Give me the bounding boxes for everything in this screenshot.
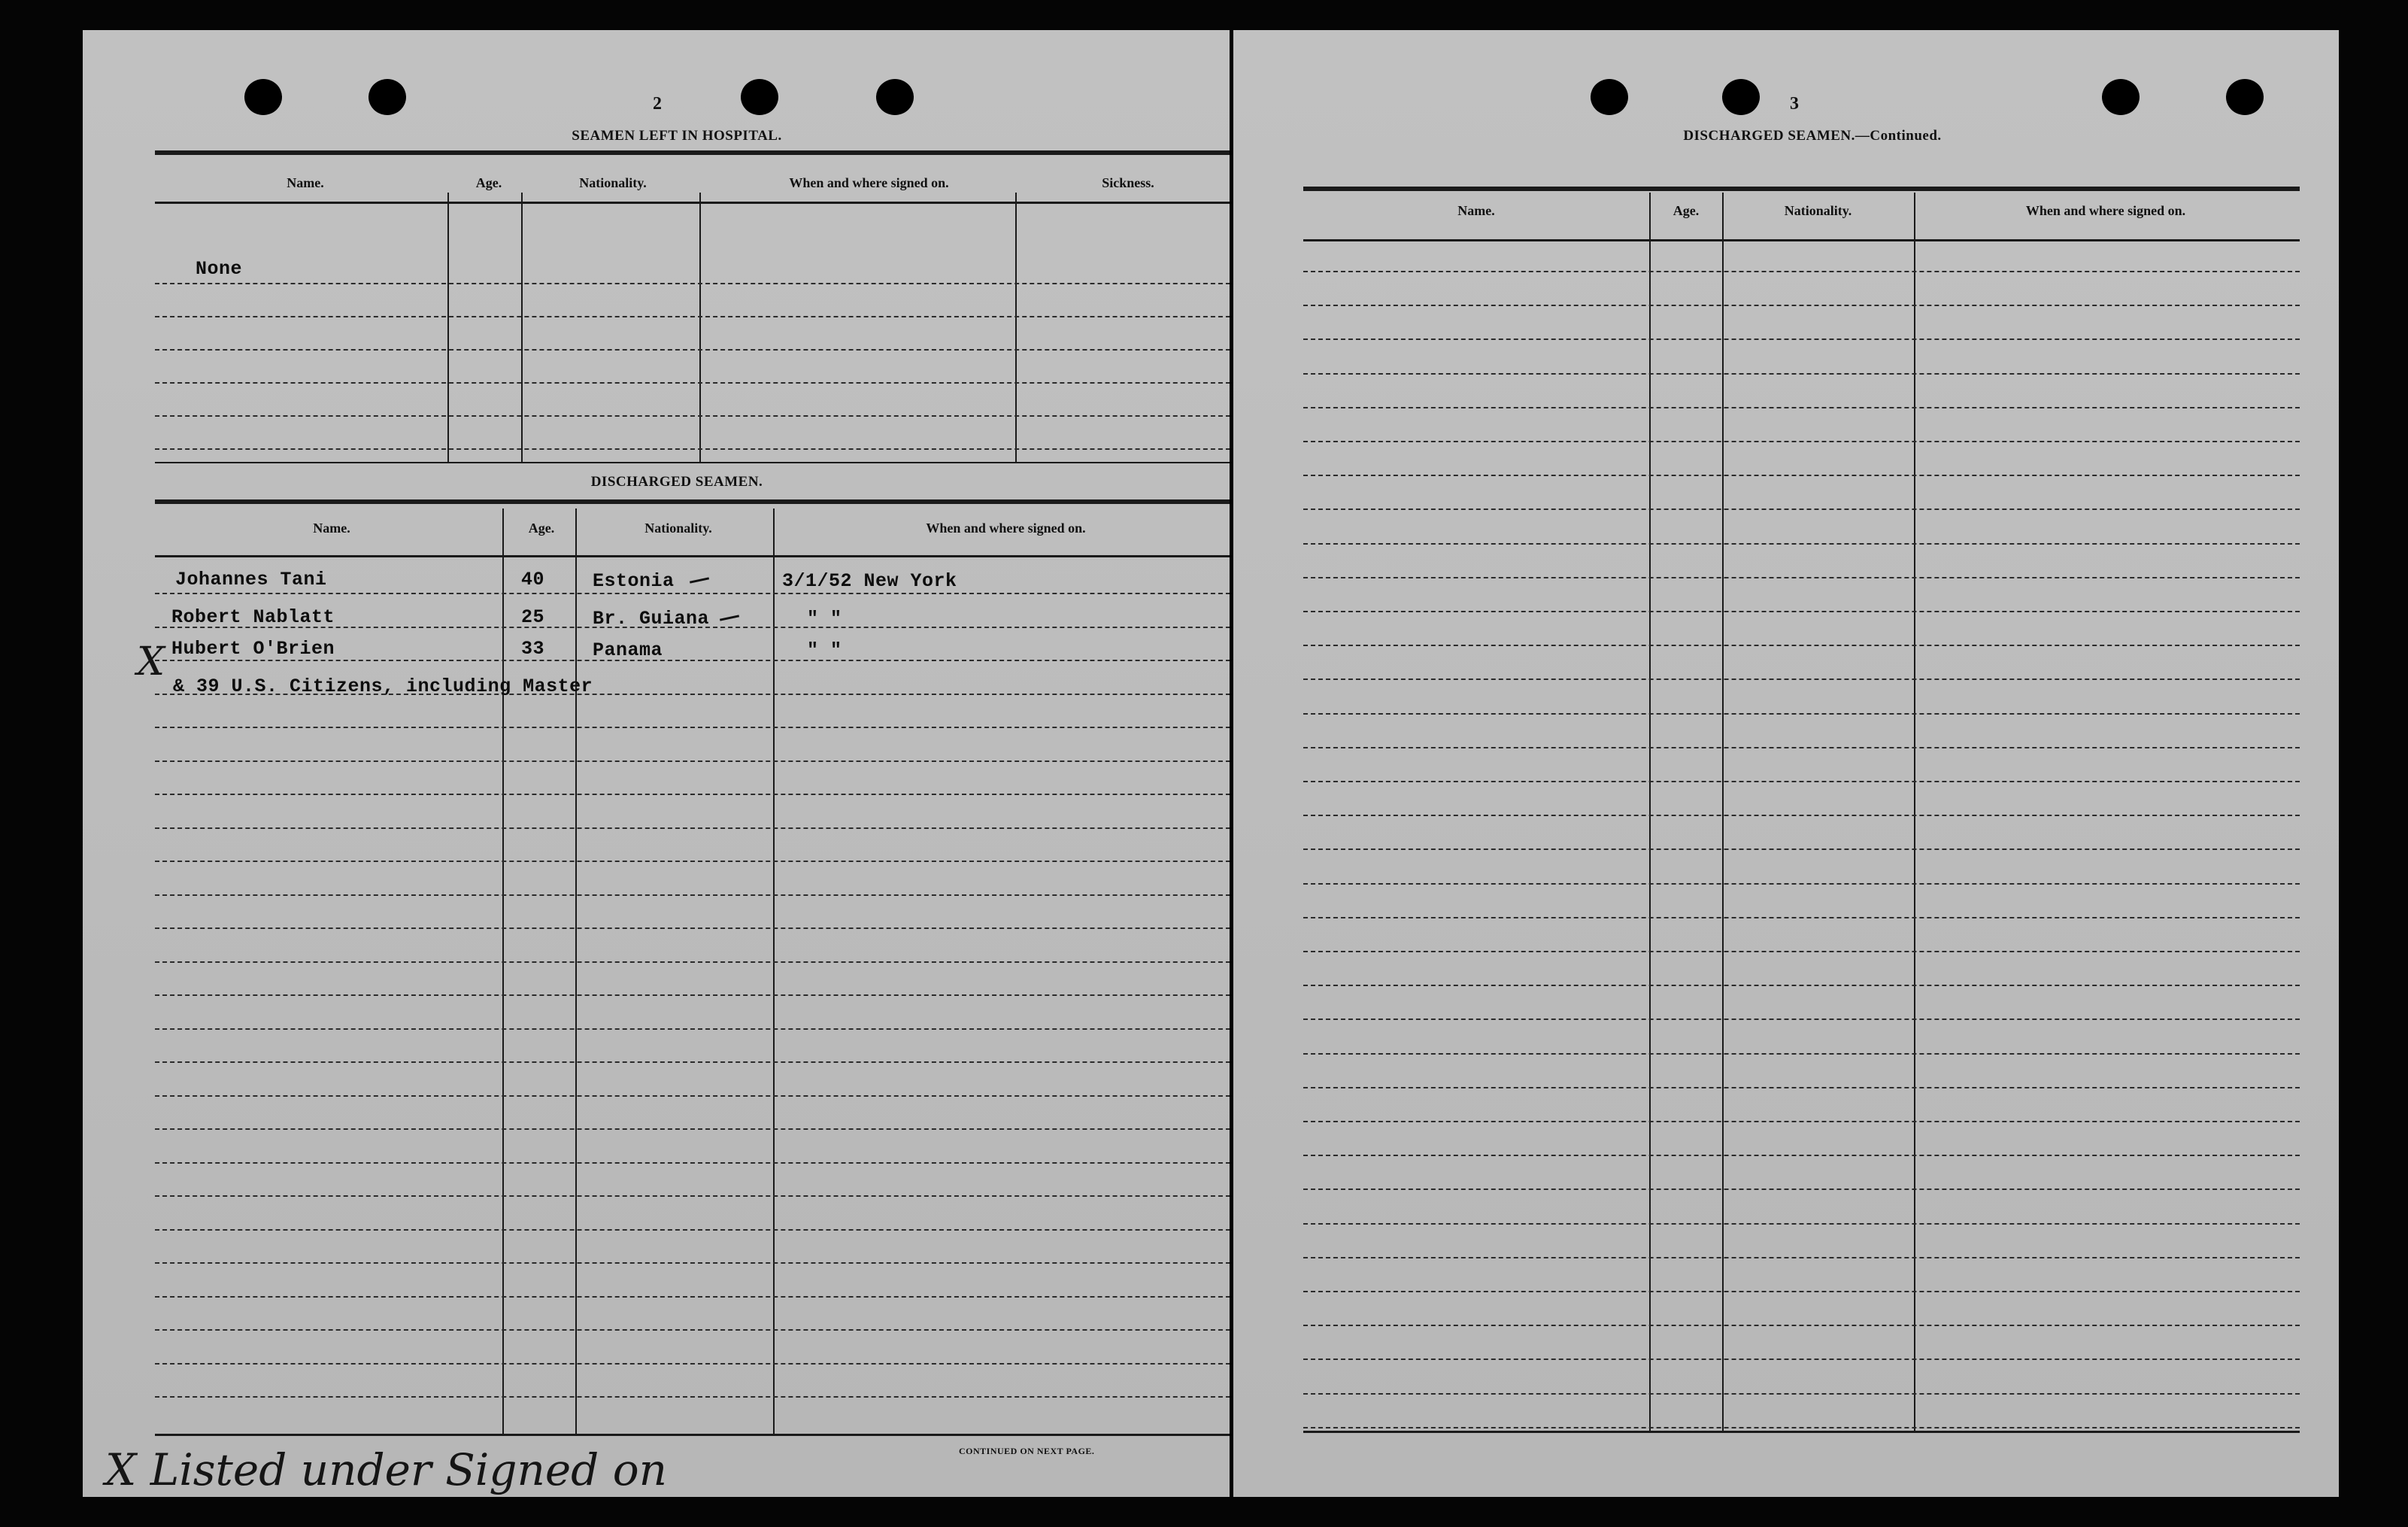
discharged-header-age: Age. bbox=[528, 521, 555, 536]
ruled-line bbox=[1303, 373, 2300, 375]
ruled-line bbox=[155, 1128, 1238, 1130]
hospital-top-rule bbox=[155, 150, 1238, 155]
ruled-line bbox=[1303, 1087, 2300, 1088]
discharged-bottom-rule bbox=[155, 1434, 1238, 1436]
ruled-line bbox=[1303, 1053, 2300, 1055]
row-2-signed-on: " " bbox=[807, 608, 842, 630]
right-header-rule bbox=[1303, 239, 2300, 241]
hospital-header-name: Name. bbox=[287, 175, 324, 190]
ruled-line bbox=[155, 593, 1238, 594]
continued-note: CONTINUED ON NEXT PAGE. bbox=[959, 1446, 1095, 1456]
ruled-line bbox=[155, 794, 1238, 795]
right-header-nationality: Nationality. bbox=[1784, 203, 1852, 218]
right-col-divider bbox=[1914, 193, 1915, 1432]
ruled-line bbox=[155, 1195, 1238, 1197]
row-3-age: 33 bbox=[521, 638, 545, 660]
ruled-line bbox=[1303, 1291, 2300, 1292]
punch-hole bbox=[741, 79, 778, 115]
ruled-line bbox=[155, 415, 1238, 417]
ruled-line bbox=[155, 448, 1238, 450]
ruled-line bbox=[155, 1229, 1238, 1231]
row-3-signed-on: " " bbox=[807, 639, 842, 661]
check-mark bbox=[690, 577, 709, 583]
ruled-line bbox=[155, 1396, 1238, 1398]
right-bottom-rule bbox=[1303, 1431, 2300, 1433]
discharged-continued-title: DISCHARGED SEAMEN.—Continued. bbox=[1683, 128, 1942, 144]
hospital-col-divider bbox=[521, 193, 523, 462]
ruled-line bbox=[1303, 1257, 2300, 1258]
ruled-line bbox=[1303, 985, 2300, 986]
row-2-name: Robert Nablatt bbox=[171, 606, 335, 628]
ruled-line bbox=[1303, 1121, 2300, 1122]
ruled-line bbox=[1303, 441, 2300, 442]
ruled-line bbox=[1303, 678, 2300, 680]
ruled-line bbox=[1303, 1427, 2300, 1428]
ruled-line bbox=[155, 1296, 1238, 1298]
right-header-signed-on: When and where signed on. bbox=[2025, 203, 2186, 218]
row-1-signed-on: 3/1/52 New York bbox=[782, 570, 957, 592]
ruled-line bbox=[155, 1095, 1238, 1097]
row-1-nationality: Estonia bbox=[593, 570, 675, 592]
hospital-header-age: Age. bbox=[475, 175, 502, 190]
discharged-section-title: DISCHARGED SEAMEN. bbox=[590, 474, 763, 490]
discharged-col-divider bbox=[575, 508, 577, 1434]
ruled-line bbox=[155, 760, 1238, 762]
punch-hole bbox=[2226, 79, 2264, 115]
punch-hole bbox=[368, 79, 406, 115]
ruled-line bbox=[155, 1028, 1238, 1030]
ruled-line bbox=[1303, 1189, 2300, 1190]
row-3-name: Hubert O'Brien bbox=[171, 638, 335, 660]
ruled-line bbox=[155, 894, 1238, 896]
ruled-line bbox=[1303, 338, 2300, 340]
ruled-line bbox=[155, 961, 1238, 963]
ruled-line bbox=[1303, 577, 2300, 578]
discharged-header-name: Name. bbox=[313, 521, 350, 536]
discharged-header-rule bbox=[155, 555, 1238, 557]
row-1-age: 40 bbox=[521, 569, 545, 590]
ruled-line bbox=[1303, 781, 2300, 782]
ruled-line bbox=[1303, 508, 2300, 510]
page-number: 2 bbox=[653, 94, 662, 114]
ruled-line bbox=[1303, 1019, 2300, 1020]
summary-line: & 39 U.S. Citizens, including Master bbox=[173, 675, 593, 697]
ruled-line bbox=[1303, 543, 2300, 545]
check-mark bbox=[720, 615, 739, 621]
ruled-line bbox=[155, 283, 1238, 284]
hospital-bottom-rule bbox=[155, 462, 1238, 463]
ruled-line bbox=[155, 1363, 1238, 1365]
margin-x-mark: X bbox=[137, 639, 165, 685]
discharged-col-divider bbox=[502, 508, 504, 1434]
ruled-line bbox=[1303, 475, 2300, 476]
hospital-section-title: SEAMEN LEFT IN HOSPITAL. bbox=[572, 128, 782, 144]
ruled-line bbox=[1303, 1223, 2300, 1225]
ruled-line bbox=[155, 1061, 1238, 1063]
ruled-line bbox=[1303, 1325, 2300, 1326]
ruled-line bbox=[1303, 271, 2300, 272]
ruled-line bbox=[1303, 747, 2300, 748]
hospital-header-signed-on: When and where signed on. bbox=[789, 175, 949, 190]
ruled-line bbox=[155, 382, 1238, 384]
right-col-divider bbox=[1722, 193, 1724, 1432]
row-3-nationality: Panama bbox=[593, 639, 663, 661]
ruled-line bbox=[1303, 645, 2300, 646]
hospital-header-sickness: Sickness. bbox=[1102, 175, 1154, 190]
hospital-header-nationality: Nationality. bbox=[579, 175, 647, 190]
ruled-line bbox=[1303, 951, 2300, 952]
ruled-line bbox=[155, 927, 1238, 929]
row-2-age: 25 bbox=[521, 606, 545, 628]
row-2-nationality: Br. Guiana bbox=[593, 608, 710, 630]
hospital-entry: None bbox=[196, 258, 243, 280]
ruled-line bbox=[1303, 815, 2300, 816]
discharged-top-rule bbox=[155, 499, 1238, 504]
ruled-line bbox=[1303, 713, 2300, 715]
ruled-line bbox=[1303, 1359, 2300, 1360]
right-header-age: Age. bbox=[1673, 203, 1700, 218]
ruled-line bbox=[1303, 1393, 2300, 1395]
ruled-line bbox=[155, 827, 1238, 829]
row-1-name: Johannes Tani bbox=[175, 569, 327, 590]
ruled-line bbox=[155, 727, 1238, 728]
ruled-line bbox=[1303, 883, 2300, 885]
discharged-header-signed-on: When and where signed on. bbox=[926, 521, 1086, 536]
right-page bbox=[1233, 30, 2339, 1497]
ruled-line bbox=[1303, 849, 2300, 850]
right-col-divider bbox=[1649, 193, 1651, 1432]
ruled-line bbox=[1303, 1155, 2300, 1156]
page-number: 3 bbox=[1790, 94, 1799, 114]
discharged-col-divider bbox=[773, 508, 775, 1434]
ruled-line bbox=[155, 1262, 1238, 1264]
ruled-line bbox=[155, 1162, 1238, 1164]
right-top-rule bbox=[1303, 187, 2300, 191]
ruled-line bbox=[155, 349, 1238, 351]
punch-hole bbox=[244, 79, 282, 115]
ruled-line bbox=[155, 994, 1238, 996]
ruled-line bbox=[1303, 305, 2300, 306]
hospital-header-rule bbox=[155, 202, 1238, 204]
handwritten-note: X Listed under Signed on bbox=[105, 1444, 668, 1495]
ruled-line bbox=[155, 1329, 1238, 1331]
punch-hole bbox=[1722, 79, 1760, 115]
hospital-col-divider bbox=[1015, 193, 1017, 462]
right-header-name: Name. bbox=[1457, 203, 1495, 218]
punch-hole bbox=[1591, 79, 1628, 115]
ruled-line bbox=[1303, 611, 2300, 612]
ruled-line bbox=[155, 316, 1238, 317]
ruled-line bbox=[155, 660, 1238, 661]
ruled-line bbox=[1303, 917, 2300, 918]
left-page bbox=[83, 30, 1230, 1497]
ruled-line bbox=[1303, 407, 2300, 408]
hospital-col-divider bbox=[699, 193, 701, 462]
punch-hole bbox=[2102, 79, 2140, 115]
punch-hole bbox=[876, 79, 914, 115]
discharged-header-nationality: Nationality. bbox=[644, 521, 712, 536]
ruled-line bbox=[155, 861, 1238, 862]
hospital-col-divider bbox=[447, 193, 449, 462]
